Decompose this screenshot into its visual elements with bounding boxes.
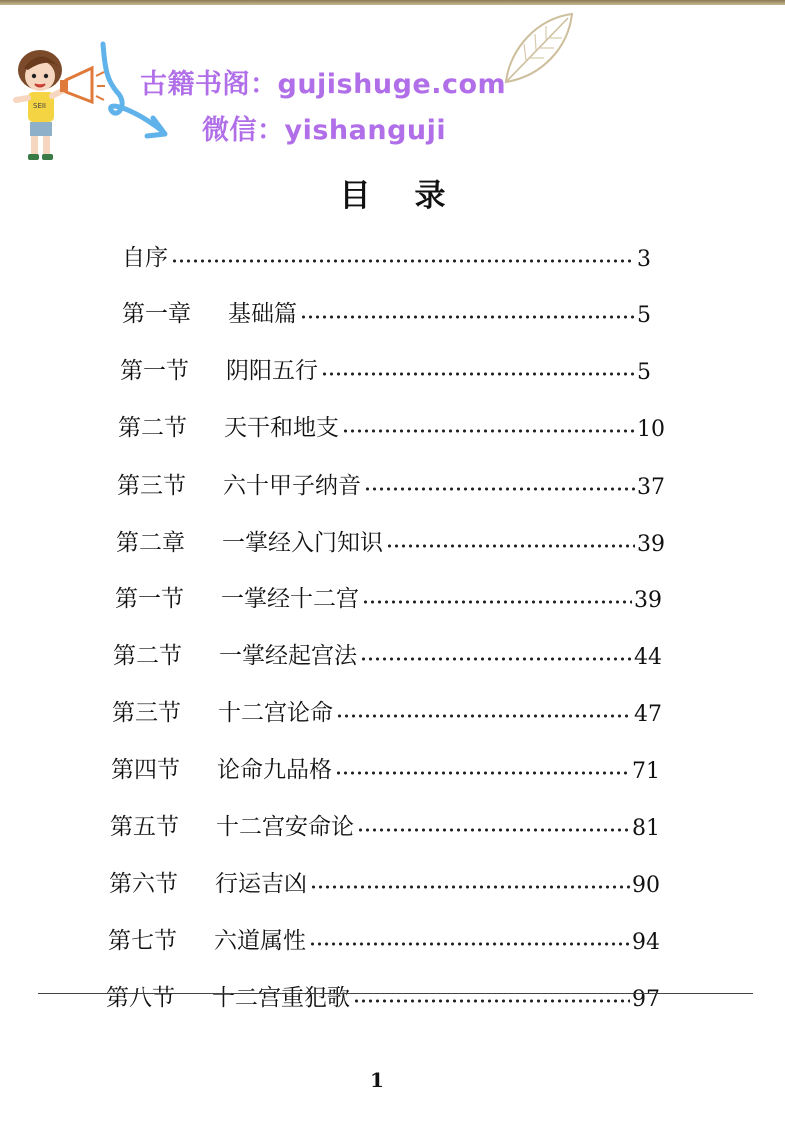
toc-page-number: 5 <box>637 303 651 328</box>
toc-leader-dots <box>171 258 635 264</box>
toc-title: 十二宫安命论 <box>216 814 354 840</box>
toc-label: 第一节 <box>120 358 189 384</box>
toc-leader-dots <box>309 941 630 947</box>
toc-page-number: 94 <box>632 930 660 955</box>
toc-label: 第三节 <box>117 473 186 499</box>
toc-label: 第八节 <box>106 985 175 1011</box>
toc-page-number: 39 <box>637 532 665 557</box>
toc-page-number: 10 <box>637 417 665 442</box>
toc-title: 十二宫重犯歌 <box>212 985 350 1011</box>
toc-title: 六十甲子纳音 <box>223 473 361 499</box>
toc-page-number: 47 <box>634 702 662 727</box>
toc-label: 自序 <box>122 245 168 271</box>
toc-page-number: 39 <box>634 588 662 613</box>
toc-leader-dots <box>360 656 632 662</box>
toc-title: 一掌经起宫法 <box>219 643 357 669</box>
toc-page-number: 97 <box>632 987 660 1012</box>
toc-page-number: 5 <box>637 360 651 385</box>
toc-title: 十二宫论命 <box>218 700 333 726</box>
toc-leader-dots <box>362 599 632 605</box>
toc-entry[interactable] <box>120 345 655 385</box>
toc-leader-dots <box>300 314 635 320</box>
toc-page-number: 37 <box>637 475 665 500</box>
toc-page-number: 71 <box>632 759 660 784</box>
toc-title: 行运吉凶 <box>215 871 307 897</box>
toc-leader-dots <box>386 543 635 549</box>
toc-page-number: 44 <box>634 645 662 670</box>
toc-leader-dots <box>353 998 630 1004</box>
page-number: 1 <box>370 1068 384 1092</box>
toc-entry[interactable] <box>108 915 660 955</box>
toc-leader-dots <box>336 713 632 719</box>
toc-label: 第一章 <box>122 301 191 327</box>
toc-leader-dots <box>364 486 635 492</box>
toc-label: 第三节 <box>112 700 181 726</box>
toc-label: 第二节 <box>113 643 182 669</box>
toc-entry[interactable] <box>113 630 662 670</box>
toc-entry[interactable] <box>110 801 660 841</box>
toc-entry[interactable] <box>116 517 665 557</box>
toc-entry[interactable] <box>112 687 662 727</box>
toc-page-number: 81 <box>632 816 660 841</box>
toc-label: 第七节 <box>108 928 177 954</box>
watermark-line-1: 古籍书阁：gujishuge.com <box>140 69 507 100</box>
toc-leader-dots <box>342 428 635 434</box>
toc-title: 一掌经入门知识 <box>222 530 383 556</box>
divider-line <box>38 993 753 994</box>
toc-entry[interactable] <box>122 288 655 328</box>
toc-leader-dots <box>321 371 635 377</box>
svg-text:SEII: SEII <box>33 102 46 110</box>
toc-leader-dots <box>335 770 630 776</box>
toc-label: 第四节 <box>111 757 180 783</box>
toc-title: 论命九品格 <box>217 757 332 783</box>
toc-entry[interactable] <box>122 232 655 272</box>
toc-entry[interactable] <box>118 402 665 442</box>
toc-label: 第一节 <box>115 586 184 612</box>
toc-title: 一掌经十二宫 <box>221 586 359 612</box>
page-title: 目录 <box>339 178 490 214</box>
toc-title: 天干和地支 <box>224 415 339 441</box>
toc-label: 第二节 <box>118 415 187 441</box>
toc-label: 第二章 <box>116 530 185 556</box>
toc-title: 阴阳五行 <box>226 358 318 384</box>
toc-title: 六道属性 <box>214 928 306 954</box>
watermark-line-2: 微信：yishanguji <box>202 115 447 146</box>
toc-label: 第五节 <box>110 814 179 840</box>
toc-entry[interactable] <box>111 744 660 784</box>
toc-leader-dots <box>310 884 630 890</box>
toc-entry[interactable] <box>115 573 662 613</box>
toc-leader-dots <box>357 827 630 833</box>
toc-entry[interactable] <box>106 972 660 1012</box>
toc-entry[interactable] <box>109 858 660 898</box>
toc-entry[interactable] <box>117 460 665 500</box>
toc-label: 第六节 <box>109 871 178 897</box>
toc-page-number: 90 <box>632 873 660 898</box>
toc-page-number: 3 <box>637 247 651 272</box>
toc-title: 基础篇 <box>228 301 297 327</box>
